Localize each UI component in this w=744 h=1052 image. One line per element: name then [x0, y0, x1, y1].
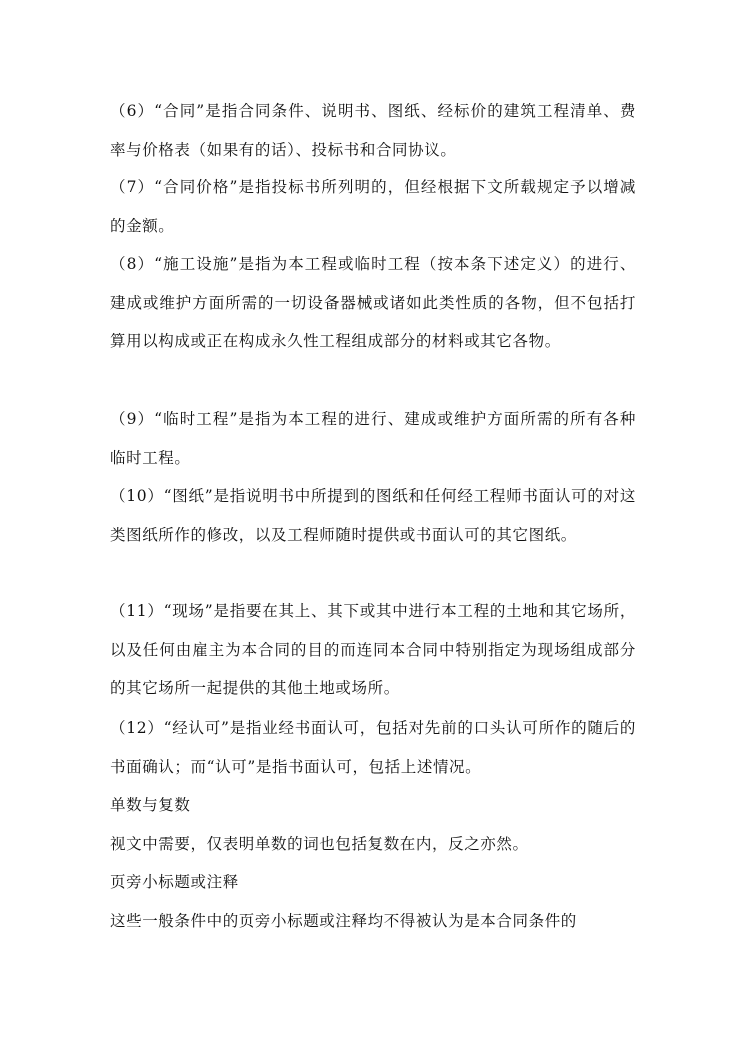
clause-9-text: （9）“临时工程”是指为本工程的进行、建成或维护方面所需的所有各种临时工程。	[110, 410, 636, 467]
clause-11-site	[110, 592, 636, 708]
clause-11-text: （11）“现场”是指要在其上、其下或其中进行本工程的土地和其它场所，以及任何由雇主为本合同的目的而连同本合同中特别指定为现场组成部分的其它场所一起提供的其他土地或场所。	[110, 602, 636, 697]
clause-9-temporary-works	[110, 400, 636, 477]
singular-plural-paragraph	[110, 825, 636, 864]
heading-singular-plural-text: 单数与复数	[110, 796, 191, 814]
clause-6-text: （6）“合同”是指合同条件、说明书、图纸、经标价的建筑工程清单、费率与价格表（如果有的话）、投标书和合同协议。	[110, 102, 636, 159]
clause-7-contract-price	[110, 168, 636, 245]
clause-12-text: （12）“经认可”是指业经书面认可，包括对先前的口头认可所作的随后的书面确认；而“认可”是指书面认可，包括上述情况。	[110, 719, 636, 776]
singular-plural-text: 视文中需要，仅表明单数的词也包括复数在内，反之亦然。	[110, 835, 529, 853]
clause-10-text: （10）“图纸”是指说明书中所提到的图纸和任何经工程师书面认可的对这类图纸所作的修改，以及工程师随时提供或书面认可的其它图纸。	[110, 487, 636, 544]
clause-12-approved	[110, 709, 636, 786]
clause-6-contract	[110, 92, 636, 169]
clause-7-text: （7）“合同价格”是指投标书所列明的，但经根据下文所载规定予以增减的金额。	[110, 178, 636, 235]
clause-8-text: （8）“施工设施”是指为本工程或临时工程（按本条下述定义）的进行、建成或维护方面所需的一切设备器械或诸如此类性质的各物，但不包括打算用以构成或正在构成永久性工程组成部分的材料或其它各物。	[110, 255, 636, 350]
heading-marginal-notes-text: 页旁小标题或注释	[110, 873, 239, 891]
section-heading-singular-plural	[110, 786, 636, 825]
section-heading-marginal-notes	[110, 863, 636, 902]
clause-10-drawings	[110, 477, 636, 554]
marginal-notes-paragraph	[110, 902, 636, 941]
marginal-notes-text: 这些一般条件中的页旁小标题或注释均不得被认为是本合同条件的	[110, 912, 577, 930]
clause-8-constructional-plant	[110, 245, 636, 361]
